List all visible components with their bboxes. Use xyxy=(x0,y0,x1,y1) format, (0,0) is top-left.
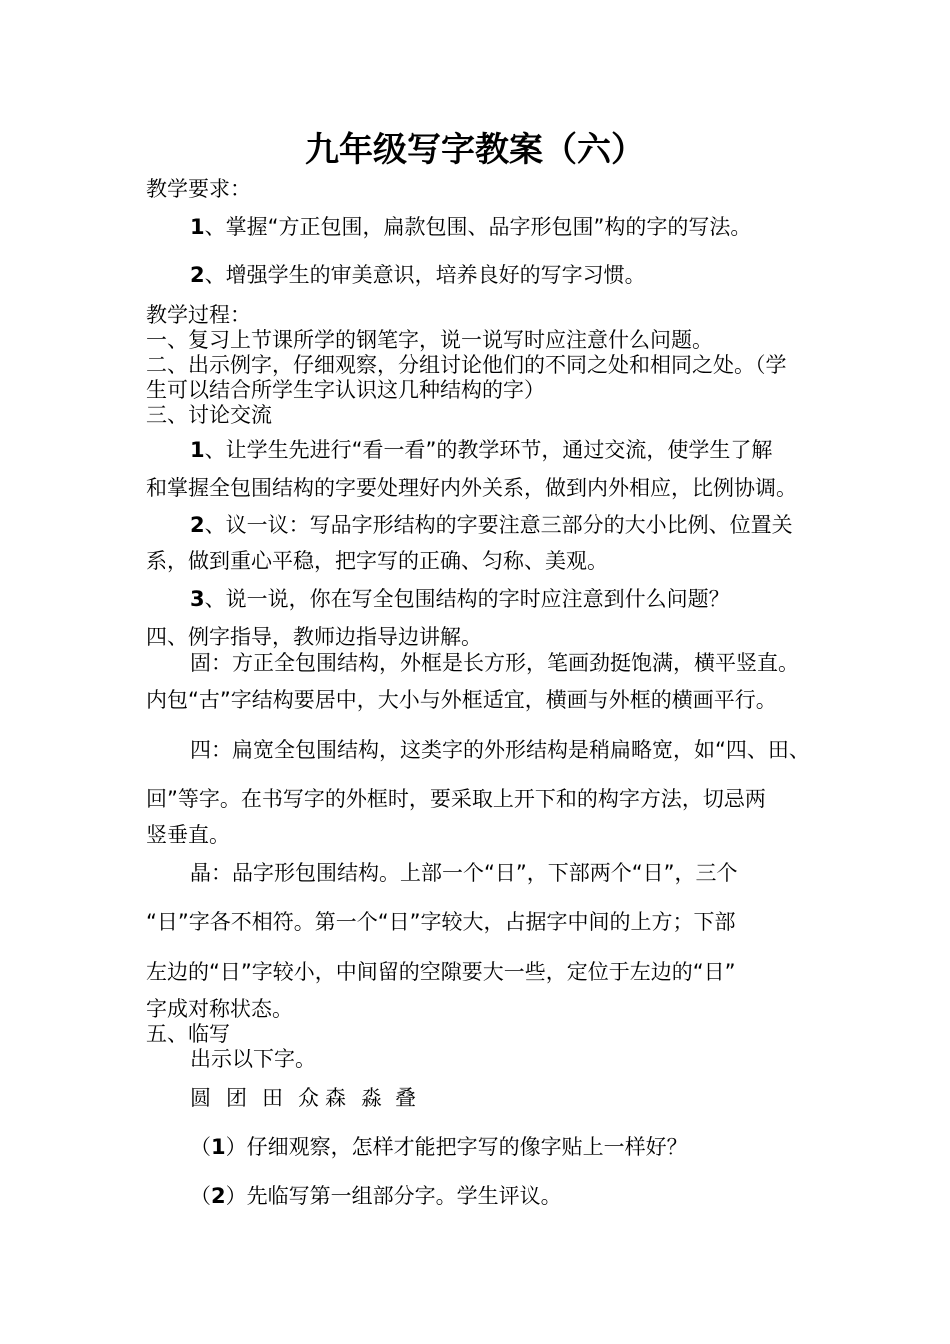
practice-char: 团 xyxy=(226,1086,247,1110)
practice-char: 田 xyxy=(262,1086,283,1110)
si-line-3: 竖垂直。 xyxy=(146,823,230,847)
requirement-number: 1 xyxy=(190,215,205,239)
discuss-1-line-1 xyxy=(190,437,772,463)
document-title: 九年级写字教案（六） xyxy=(305,130,645,170)
discuss-3-line-1 xyxy=(190,586,730,612)
requirement-text: 、增强学生的审美意识，培养良好的写字习惯。 xyxy=(204,263,646,287)
gu-line-2: 内包“古”字结构要居中，大小与外框适宜，横画与外框的横画平行。 xyxy=(146,688,777,712)
requirement-text: 、掌握“方正包围，扁款包围、品字形包围”构的字的写法。 xyxy=(204,215,752,239)
requirements-heading: 教学要求： xyxy=(146,177,251,201)
jing-line-2: “日”字各不相符。第一个“日”字较大，占据字中间的上方；下部 xyxy=(146,910,736,934)
task-paren: （ xyxy=(190,1135,211,1159)
requirement-number: 2 xyxy=(190,263,205,287)
step-4: 四、例字指导，教师边指导边讲解。 xyxy=(146,625,482,649)
task-number: 2 xyxy=(211,1184,226,1208)
practice-chars xyxy=(190,1085,416,1111)
task-number: 1 xyxy=(211,1135,226,1159)
task-text: ）先临写第一组部分字。学生评议。 xyxy=(225,1184,562,1208)
discuss-text: 、让学生先进行“看一看”的教学环节，通过交流，使学生了解 xyxy=(204,438,773,462)
requirement-1 xyxy=(190,214,751,240)
practice-char: 淼 xyxy=(361,1086,382,1110)
requirement-2 xyxy=(190,262,646,288)
discuss-text: 、说一说，你在写全包围结构的字时应注意到什么问题？ xyxy=(204,587,730,611)
task-text: ）仔细观察，怎样才能把字写的像字贴上一样好？ xyxy=(225,1135,688,1159)
step-1: 一、复习上节课所学的钢笔字，说一说写时应注意什么问题。 xyxy=(146,328,713,352)
task-paren: （ xyxy=(190,1184,211,1208)
discuss-number: 3 xyxy=(190,587,205,611)
discuss-number: 2 xyxy=(190,513,205,537)
task-2 xyxy=(190,1183,562,1209)
jing-line-1: 晶：品字形包围结构。上部一个“日”，下部两个“日”，三个 xyxy=(190,861,738,885)
step-5: 五、临写 xyxy=(146,1022,230,1046)
task-1 xyxy=(190,1134,688,1160)
step-2-line-1: 二、出示例字，仔细观察，分组讨论他们的不同之处和相同之处。（学 xyxy=(146,353,787,377)
jing-line-3: 左边的“日”字较小，中间留的空隙要大一些，定位于左边的“日” xyxy=(146,960,736,984)
process-heading: 教学过程： xyxy=(146,303,251,327)
gu-line-1: 固：方正全包围结构，外框是长方形，笔画劲挺饱满，横平竖直。 xyxy=(190,651,799,675)
show-chars: 出示以下字。 xyxy=(190,1047,316,1071)
discuss-text: 、议一议：写品字形结构的字要注意三部分的大小比例、位置关 xyxy=(204,513,793,537)
practice-char: 圆 xyxy=(190,1086,211,1110)
discuss-2-line-2: 系，做到重心平稳，把字写的正确、匀称、美观。 xyxy=(146,549,608,573)
discuss-2-line-1 xyxy=(190,512,793,538)
practice-char: 众 xyxy=(298,1086,319,1110)
jing-line-4: 字成对称状态。 xyxy=(146,997,293,1021)
si-line-1: 四：扁宽全包围结构，这类字的外形结构是稍扁略宽，如“四、田、 xyxy=(190,738,810,762)
step-2-line-2: 生可以结合所学生字认识这几种结构的字） xyxy=(146,378,545,402)
practice-char: 森 xyxy=(325,1086,346,1110)
step-3: 三、讨论交流 xyxy=(146,403,272,427)
discuss-1-line-2: 和掌握全包围结构的字要处理好内外关系，做到内外相应，比例协调。 xyxy=(146,476,797,500)
discuss-number: 1 xyxy=(190,438,205,462)
practice-char: 叠 xyxy=(395,1086,416,1110)
si-line-2: 回”等字。在书写字的外框时，要采取上开下和的构字方法，切忌两 xyxy=(146,787,766,811)
